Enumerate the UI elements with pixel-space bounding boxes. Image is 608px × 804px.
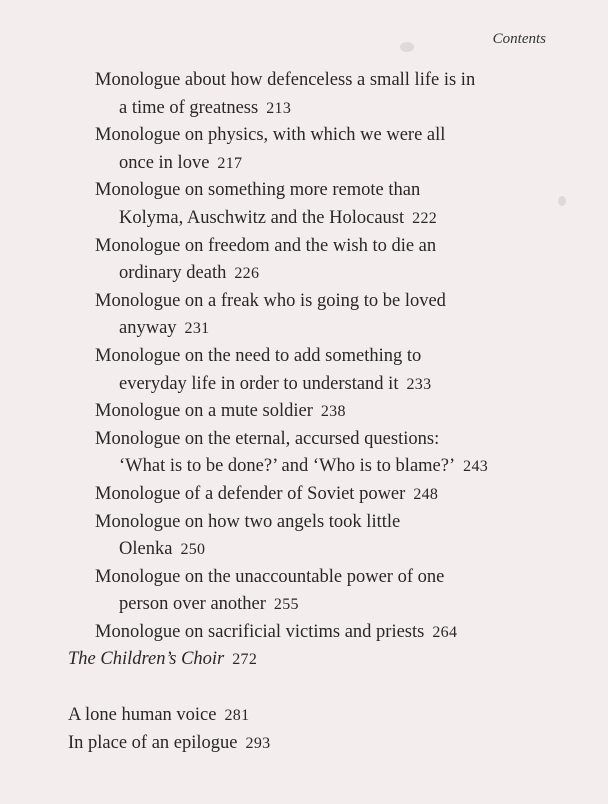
page-number: 233 — [406, 375, 432, 393]
page-number: 222 — [412, 209, 438, 227]
page-number: 238 — [320, 403, 346, 421]
page-number: 264 — [432, 623, 458, 641]
page-number: 293 — [245, 734, 271, 752]
page-number: 272 — [232, 651, 258, 669]
toc-entry — [0, 233, 608, 288]
toc-entry-continuation: everyday life in order to understand it 233 — [119, 373, 432, 394]
toc-entry-title: Monologue on a freak who is going to be loved — [95, 290, 446, 311]
running-head: Contents — [492, 31, 546, 47]
page-number: 226 — [234, 265, 260, 283]
page-number: 281 — [224, 707, 250, 725]
toc-entry-title: Monologue of a defender of Soviet power 248 — [95, 483, 439, 504]
page-number: 255 — [273, 596, 299, 614]
page-number: 243 — [463, 458, 489, 476]
toc-entry-title: Monologue on freedom and the wish to die an — [95, 235, 437, 256]
page-number: 213 — [266, 99, 292, 117]
toc-entry-title: Monologue on sacrificial victims and priests 264 — [95, 621, 458, 642]
toc-entry-continuation: once in love 217 — [119, 152, 243, 173]
toc-entry — [0, 702, 608, 730]
toc-entry-title: Monologue about how defenceless a small life is in — [95, 70, 476, 90]
table-of-contents — [0, 67, 608, 757]
page-number: 231 — [184, 320, 210, 338]
page-number: 248 — [413, 485, 439, 503]
page-number: 250 — [180, 541, 206, 559]
toc-entry — [0, 398, 608, 426]
toc-entry-continuation: ordinary death 226 — [119, 263, 260, 284]
toc-entry-title: In place of an epilogue 293 — [68, 732, 271, 753]
toc-entry-title: Monologue on physics, with which we were all — [95, 125, 446, 146]
toc-entry-title: Monologue on the unaccountable power of one — [95, 566, 445, 587]
toc-entry — [0, 177, 608, 232]
toc-entry-title: A lone human voice 281 — [68, 705, 250, 726]
paper-smudge — [400, 42, 414, 52]
toc-entry-continuation: person over another 255 — [119, 594, 299, 615]
toc-entry — [0, 619, 608, 647]
toc-entry — [0, 509, 608, 564]
toc-entry — [0, 343, 608, 398]
toc-entry-title: Monologue on the need to add something to — [95, 345, 422, 366]
toc-section-heading — [0, 646, 608, 674]
toc-entry — [0, 288, 608, 343]
section-title: The Children’s Choir 272 — [68, 649, 258, 670]
toc-entry-title: Monologue on something more remote than — [95, 180, 421, 201]
toc-entry — [0, 122, 608, 177]
page-number: 217 — [217, 154, 243, 172]
toc-entry — [0, 426, 608, 481]
toc-entry-title: Monologue on the eternal, accursed questions: — [95, 428, 440, 449]
toc-entry-title: Monologue on how two angels took little — [95, 511, 401, 532]
toc-entry-continuation: anyway 231 — [119, 318, 210, 339]
toc-entry-title: Monologue on a mute soldier 238 — [95, 401, 346, 422]
toc-entry — [0, 67, 608, 122]
toc-entry-continuation: ‘What is to be done?’ and ‘Who is to blame?’ 243 — [119, 456, 489, 477]
toc-entry — [0, 564, 608, 619]
toc-entry — [0, 481, 608, 509]
toc-entry — [0, 730, 608, 758]
toc-entry-continuation: a time of greatness 213 — [119, 97, 292, 118]
toc-entry-continuation: Kolyma, Auschwitz and the Holocaust 222 — [119, 207, 438, 228]
section-gap — [0, 674, 608, 702]
toc-entry-continuation: Olenka 250 — [119, 539, 206, 560]
